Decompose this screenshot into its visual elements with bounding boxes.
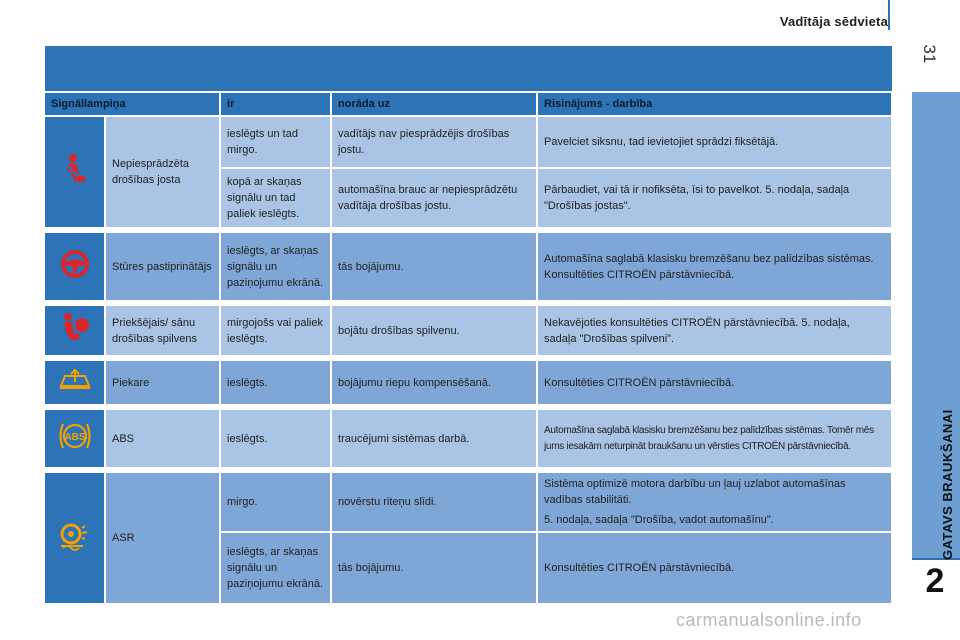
lamp-name: ASR <box>105 473 220 604</box>
column-header-state: ir <box>220 92 331 116</box>
svg-text:ABS: ABS <box>63 432 86 443</box>
lamp-state: kopā ar skaņas signālu un tad paliek ieslēgts. <box>220 168 331 228</box>
column-header-solution: Risinājums - darbība <box>537 92 892 116</box>
lamp-action: Pārbaudiet, vai tā ir nofiksēta, īsi to pavelkot. 5. nodaļa, sadaļa "Drošības jostas". <box>537 168 892 228</box>
lamp-cause: tās bojājumu. <box>331 532 537 604</box>
lamp-name: Nepiesprādzēta drošības josta <box>105 116 220 228</box>
steering-wheel-icon <box>57 246 93 282</box>
lamp-state: ieslēgts. <box>220 361 331 405</box>
lamp-action: Pavelciet siksnu, tad ievietojiet sprādzi fiksētājā. <box>537 116 892 168</box>
lamp-cause: bojājumu riepu kompensēšanā. <box>331 361 537 405</box>
lamp-action: Konsultēties CITROËN pārstāvniecībā. <box>537 532 892 604</box>
table-row <box>45 233 892 301</box>
watermark-text: carmanualsonline.info <box>676 610 862 630</box>
lamp-action-reference: 5. nodaļa, sadaļa "Drošība, vadot automašīnu". <box>544 514 774 526</box>
lamp-action: Nekavējoties konsultēties CITROËN pārstāvniecībā. 5. nodaļa, sadaļa "Drošības spilveni". <box>537 306 892 356</box>
lamp-state: mirgo. <box>220 473 331 532</box>
lamp-cause: tās bojājumu. <box>331 233 537 301</box>
warning-lamps-table <box>45 91 893 605</box>
table-title-band <box>45 46 892 91</box>
header-divider <box>888 0 890 30</box>
lamp-action: Sistēma optimizē motora darbību un ļauj uzlabot automašīnas vadības stabilitāti. <box>544 478 846 506</box>
airbag-icon-cell <box>45 306 105 356</box>
suspension-warning-icon <box>57 362 93 398</box>
page-number: 31 <box>920 44 939 64</box>
column-header-lamp: Signāllampiņa <box>45 92 220 116</box>
lamp-state: iesl​ēgts, ar skaņas signālu un paziņojumu ekrānā. <box>220 532 331 604</box>
lamp-action-cell <box>537 473 892 532</box>
page-header-title: Vadītāja sēdvieta <box>779 14 888 29</box>
chapter-number: 2 <box>925 562 945 600</box>
lamp-cause: traucējumi sistēmas darbā. <box>331 410 537 468</box>
lamp-action: Automašīna saglabā klasisku bremzēšanu bez palīdzības sistēmas. Konsultēties CITROËN pārstāvniecībā. <box>537 233 892 301</box>
seatbelt-icon-cell <box>45 116 105 228</box>
lamp-action: Automašīna saglabā klasisku bremzēšanu bez palīdzības sistēmas. Tomēr mēs jums iesakām neturpināt braukšanu un vērsties CITROËN pārstāvniecībā. <box>537 410 892 468</box>
lamp-state: ieslēgts, ar skaņas signālu un paziņojumu ekrānā. <box>220 233 331 301</box>
lamp-cause: bojātu drošības spilvenu. <box>331 306 537 356</box>
lamp-name: Stūres pastiprinātājs <box>105 233 220 301</box>
airbag-icon <box>57 310 93 346</box>
asr-icon-cell <box>45 473 105 604</box>
chapter-tab-label: GATAVS BRAUKŠANAI <box>940 409 955 560</box>
asr-traction-icon <box>57 518 93 554</box>
seatbelt-warning-icon <box>57 152 93 188</box>
lamp-cause: automašīna brauc ar nepiesprādzētu vadītāja drošības jostu. <box>331 168 537 228</box>
table-row <box>45 116 892 168</box>
lamp-name: Piekare <box>105 361 220 405</box>
table-header-row <box>45 92 892 116</box>
lamp-state: mirgojošs vai paliek ieslēgts. <box>220 306 331 356</box>
column-header-indicates: norāda uz <box>331 92 537 116</box>
lamp-name: ABS <box>105 410 220 468</box>
warning-lamps-table-wrap <box>45 46 892 605</box>
table-row <box>45 410 892 468</box>
lamp-cause: novērstu riteņu slīdi. <box>331 473 537 532</box>
table-row <box>45 306 892 356</box>
lamp-state: ieslēgts. <box>220 410 331 468</box>
suspension-icon-cell <box>45 361 105 405</box>
abs-warning-icon <box>57 418 93 454</box>
lamp-action: Konsultēties CITROËN pārstāvniecībā. <box>537 361 892 405</box>
steering-icon-cell <box>45 233 105 301</box>
lamp-cause: vadītājs nav piesprādzējis drošības jostu. <box>331 116 537 168</box>
lamp-state: ieslēgts un tad mirgo. <box>220 116 331 168</box>
table-row <box>45 361 892 405</box>
table-row <box>45 473 892 532</box>
abs-icon-cell <box>45 410 105 468</box>
lamp-name: Priekšējais/ sānu drošības spilvens <box>105 306 220 356</box>
